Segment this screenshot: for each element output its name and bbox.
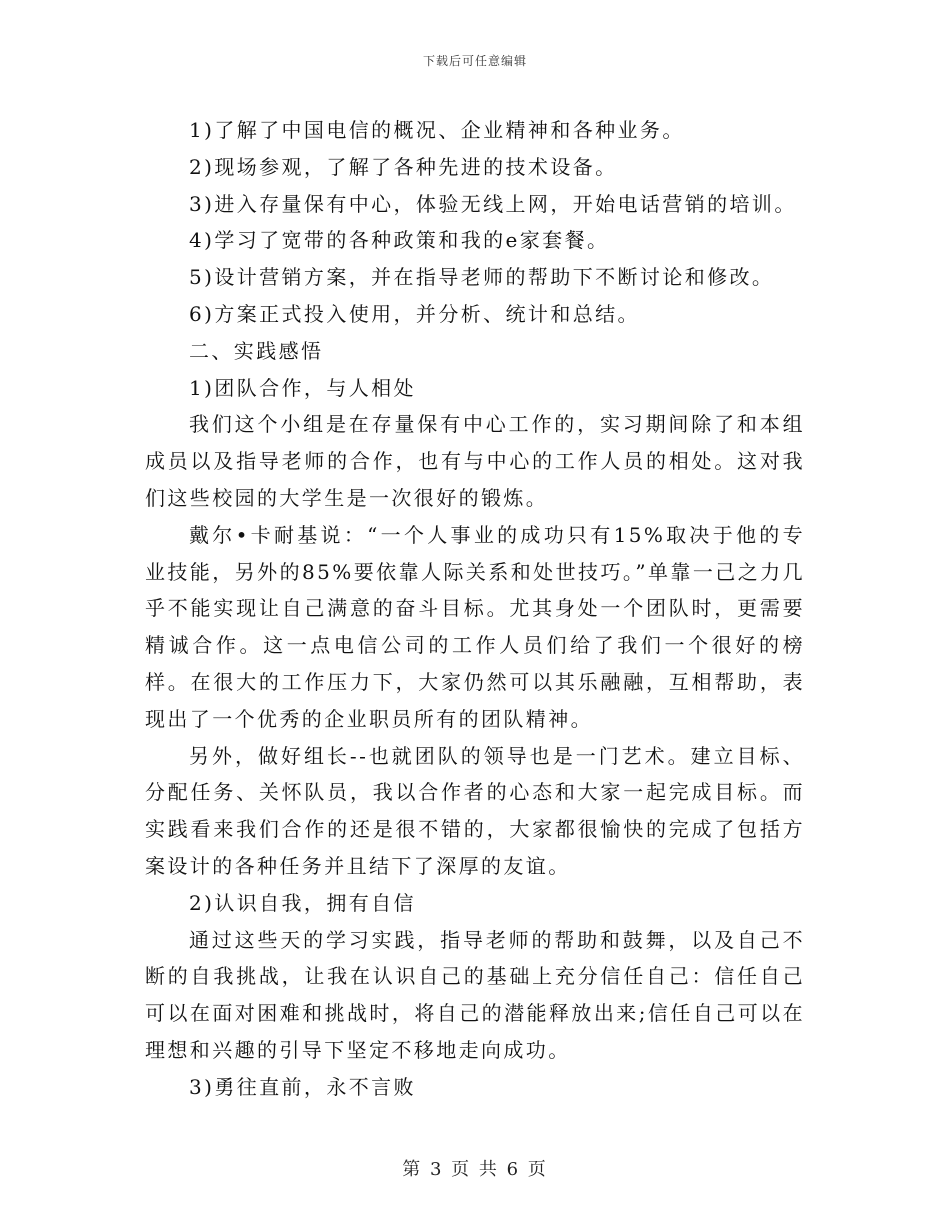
section-heading: 二、实践感悟 [189, 338, 324, 363]
paragraph: 3)进入存量保有中心，体验无线上网，开始电话营销的培训。 [189, 191, 797, 216]
subsection-heading: 2)认识自我，拥有自信 [189, 890, 416, 915]
paragraph: 4)学习了宽带的各种政策和我的e家套餐。 [189, 228, 610, 253]
paragraph: 1)了解了中国电信的概况、企业精神和各种业务。 [189, 118, 685, 142]
page-header: 下载后可任意编辑 [422, 54, 527, 68]
paragraph: 另外，做好组长--也就团队的领导也是一门艺术。建立目标、分配任务、关怀队员，我以合作者的心态和大家一起完成目标。而实践看来我们合作的还是很不错的，大家都很愉快的完成了包括方案设计的各种任务并且结下了深厚的友谊。 [145, 743, 805, 878]
paragraph: 2)现场参观，了解了各种先进的技术设备。 [189, 154, 618, 179]
paragraph: 我们这个小组是在存量保有中心工作的，实习期间除了和本组成员以及指导老师的合作，也有与中心的工作人员的相处。这对我们这些校园的大学生是一次很好的锻炼。 [145, 412, 805, 510]
page-number-footer: 第 3 页 共 6 页 [402, 1159, 548, 1180]
subsection-heading: 1)团队合作，与人相处 [189, 375, 416, 400]
document-body [145, 112, 805, 1106]
paragraph: 5)设计营销方案，并在指导老师的帮助下不断讨论和修改。 [189, 265, 775, 290]
subsection-heading: 3)勇往直前，永不言败 [189, 1074, 416, 1099]
paragraph: 戴尔•卡耐基说：“一个人事业的成功只有15%取决于他的专业技能，另外的85%要依靠人际关系和处世技巧。”单靠一己之力几乎不能实现让自己满意的奋斗目标。尤其身处一个团队时，更需要精诚合作。这一点电信公司的工作人员们给了我们一个很好的榜样。在很大的工作压力下，大家仍然可以其乐融融，互相帮助，表现出了一个优秀的企业职员所有的团队精神。 [145, 522, 805, 731]
paragraph: 通过这些天的学习实践，指导老师的帮助和鼓舞，以及自己不断的自我挑战，让我在认识自己的基础上充分信任自己：信任自己可以在面对困难和挑战时，将自己的潜能释放出来;信任自己可以在理想和兴趣的引导下坚定不移地走向成功。 [145, 927, 805, 1062]
paragraph: 6)方案正式投入使用，并分析、统计和总结。 [189, 301, 640, 326]
